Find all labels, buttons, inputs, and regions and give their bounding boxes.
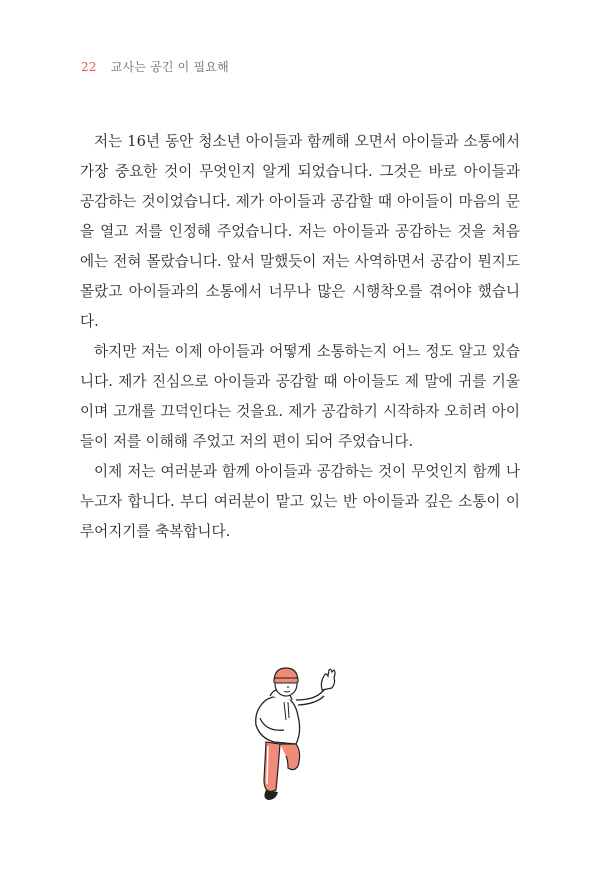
waving-person-icon: [244, 660, 354, 810]
body-text: [80, 127, 520, 547]
paragraph: 이제 저는 여러분과 함께 아이들과 공감하는 것이 무엇인지 함께 나누고자 합니다. 부디 여러분이 맡고 있는 반 아이들과 깊은 소통이 이루어지기를 축복합니다.: [80, 463, 520, 540]
page-number: 22: [81, 60, 97, 74]
paragraph: 하지만 저는 이제 아이들과 어떻게 소통하는지 어느 정도 알고 있습니다. 제가 진심으로 아이들과 공감할 때 아이들도 제 말에 귀를 기울이며 고개를 끄덕인다는 것을요. 제가 공감하기 시작하자 오히려 아이들이 저를 이해해 주었고 저의 편이 되어 주었습니다.: [80, 343, 520, 450]
running-title: 교사는 공긴 이 필요해: [110, 60, 229, 74]
running-header: [81, 58, 229, 75]
waving-person-illustration: [244, 660, 354, 810]
paragraph: 저는 16년 동안 청소년 아이들과 함께해 오면서 아이들과 소통에서 가장 중요한 것이 무엇인지 알게 되었습니다. 그것은 바로 아이들과 공감하는 것이었습니다. 제가 아이들과 공감할 때 아이들이 마음의 문을 열고 저를 인정해 주었습니다. 저는 아이들과 공감하는 것을 처음에는 전혀 몰랐습니다. 앞서 말했듯이 저는 사역하면서 공감이 뭔지도 몰랐고 아이들과의 소통에서 너무나 많은 시행착오를 겪어야 했습니다.: [80, 133, 520, 330]
